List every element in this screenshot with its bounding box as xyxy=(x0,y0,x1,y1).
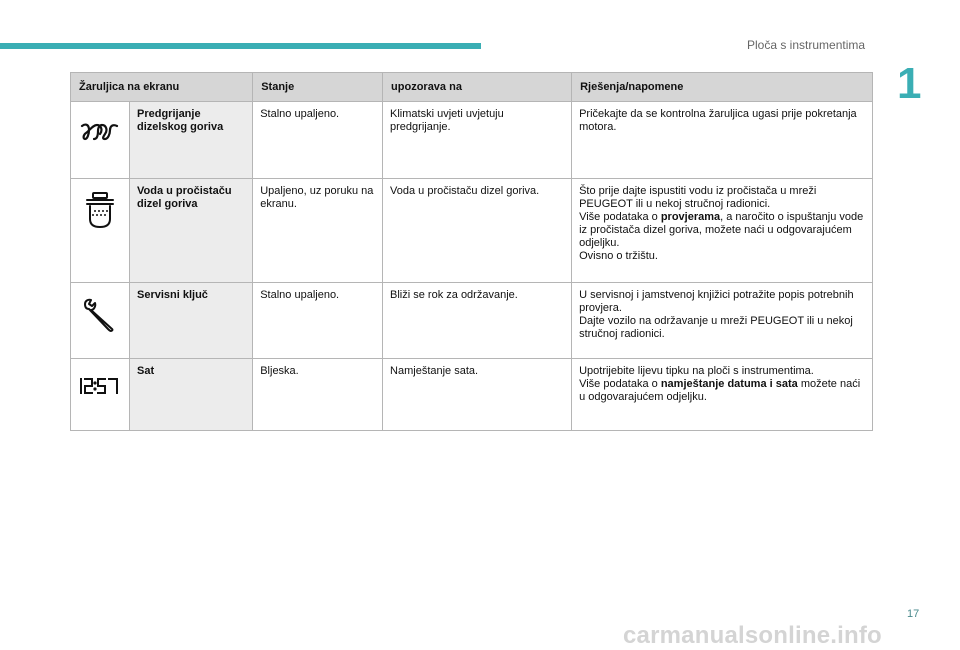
watermark: carmanualsonline.info xyxy=(623,622,882,649)
solution-text: U servisnoj i jamstvenoj knjižici potražite popis potrebnih provjera. xyxy=(579,289,854,314)
indicator-name: Servisni ključ xyxy=(130,283,253,359)
checks-reference: provjerama xyxy=(660,211,721,223)
warns-cell: Namještanje sata. xyxy=(383,359,572,431)
solution-text: Upotrijebite lijevu tipku na ploči s instrumentima. xyxy=(579,365,814,377)
table-header-row xyxy=(71,73,873,102)
state-cell: Stalno upaljeno. xyxy=(253,102,383,179)
date-time-reference: namještanje datuma i sata xyxy=(660,378,798,390)
indicator-name: Sat xyxy=(130,359,253,431)
page-number: 17 xyxy=(907,608,920,620)
water-in-diesel-filter-icon xyxy=(85,191,115,229)
solution-text: Više podataka o provjerama, a naročito o ispuštanju vode iz pročistača dizel goriva, možete naći u odgovarajućem odjeljku. xyxy=(579,211,864,249)
warns-cell: Bliži se rok za održavanje. xyxy=(383,283,572,359)
solution-text: Dajte vozilo na održavanje u mreži PEUGEOT ili u nekoj stručnoj radionici. xyxy=(579,315,853,340)
indicator-icon-cell xyxy=(71,359,130,431)
table-row xyxy=(71,179,873,283)
indicator-icon-cell xyxy=(71,283,130,359)
indicator-icon-cell xyxy=(71,102,130,179)
solution-text: Što prije dajte ispustiti vodu iz pročistača u mreži PEUGEOT ili u nekoj stručnoj radionici. xyxy=(579,185,817,210)
warns-cell: Klimatski uvjeti uvjetuju predgrijanje. xyxy=(383,102,572,179)
indicator-name: Predgrijanje dizelskog goriva xyxy=(130,102,253,179)
indicator-name: Voda u pročistaču dizel goriva xyxy=(130,179,253,283)
solution-cell xyxy=(572,359,873,431)
glow-plug-icon xyxy=(80,122,120,142)
column-header-indicator: Žaruljica na ekranu xyxy=(71,73,253,102)
clock-display-icon xyxy=(78,376,122,396)
table-row xyxy=(71,102,873,179)
solution-cell xyxy=(572,283,873,359)
column-header-warns: upozorava na xyxy=(383,73,572,102)
section-title: Ploča s instrumentima xyxy=(747,38,866,52)
solution-text: Više podataka o namještanje datuma i sata možete naći u odgovarajućem odjeljku. xyxy=(579,378,861,403)
header-accent-bar xyxy=(0,43,481,49)
table-row xyxy=(71,359,873,431)
warns-cell: Voda u pročistaču dizel goriva. xyxy=(383,179,572,283)
solution-cell xyxy=(572,179,873,283)
service-wrench-icon xyxy=(82,298,118,332)
warning-lights-table xyxy=(70,72,873,431)
chapter-number: 1 xyxy=(897,59,922,108)
column-header-state: Stanje xyxy=(253,73,383,102)
state-cell: Upaljeno, uz poruku na ekranu. xyxy=(253,179,383,283)
solution-text: Ovisno o tržištu. xyxy=(579,250,658,262)
state-cell: Bljeska. xyxy=(253,359,383,431)
column-header-solutions: Rješenja/napomene xyxy=(572,73,873,102)
state-cell: Stalno upaljeno. xyxy=(253,283,383,359)
solution-text: Pričekajte da se kontrolna žaruljica ugasi prije pokretanja motora. xyxy=(579,108,857,133)
indicator-icon-cell xyxy=(71,179,130,283)
table-row xyxy=(71,283,873,359)
solution-cell xyxy=(572,102,873,179)
